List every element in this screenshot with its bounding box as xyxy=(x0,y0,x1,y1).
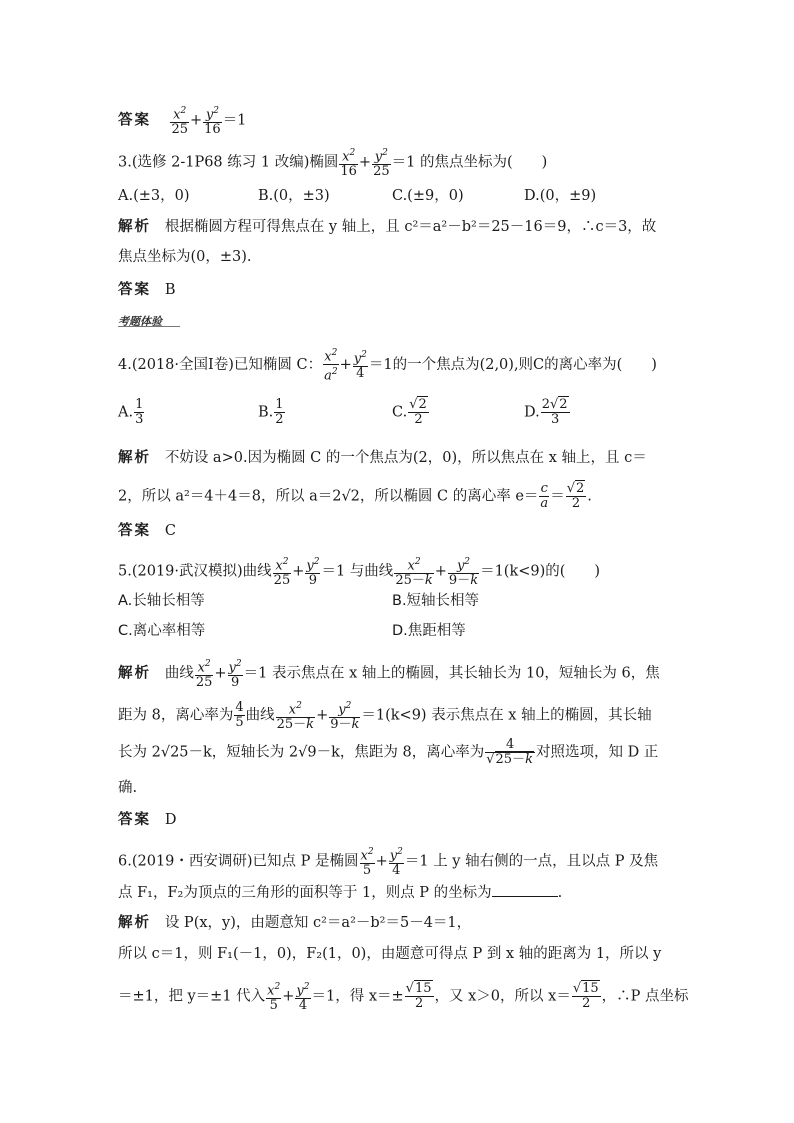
q5-option-a: A.长轴长相等 xyxy=(118,593,205,609)
fraction: $\frac{y^2}{25}$ xyxy=(373,148,390,180)
question-6-line1: 6.(2019・西安调研)已知点 P 是椭圆 $\frac{x^2}{5}$ + $\frac{y^2}{4}$ ＝1 上 y 轴右侧的一点，且以点 P 及焦 xyxy=(118,847,659,879)
q4-analysis-line1: 解析 不妨设 a>0.因为椭圆 C 的一个焦点为(2，0)，所以焦点在 x 轴上，且 c＝ xyxy=(118,450,647,466)
answer-label: 答案 xyxy=(118,282,151,298)
fraction: $\frac{y^2}{4}$ xyxy=(389,847,403,879)
analysis-label: 解析 xyxy=(118,219,151,235)
fraction: $\frac{x^2}{25}$ xyxy=(273,557,291,589)
analysis-label: 解析 xyxy=(118,450,151,466)
fraction: $\frac{y^2}{4}$ xyxy=(353,350,367,382)
fraction: $\frac{y^2}{9-k}$ xyxy=(330,701,360,733)
q5-answer: 答案 D xyxy=(118,812,177,828)
q3-option-a: A.(±3，0) xyxy=(118,188,190,204)
fraction: $\frac{x^2}{25}$ xyxy=(195,659,213,691)
fraction: $\frac{x^2}{25}$ xyxy=(171,106,188,138)
analysis-label: 解析 xyxy=(118,915,151,931)
fraction: $\frac{√15}{2}$ xyxy=(405,981,432,1012)
q5-analysis-line3: 长为 2√25－k，短轴长为 2√9－k，焦距为 8，离心率为 $\frac{4}{√25-k}$ 对照选项，知 D 正 xyxy=(118,737,659,767)
fraction: $\frac{√15}{2}$ xyxy=(572,981,599,1012)
fraction: $\frac{y^2}{9-k}$ xyxy=(448,557,479,589)
q4-option-c: C. $\frac{√2}{2}$ xyxy=(392,397,427,427)
fraction: $\frac{x^2}{5}$ xyxy=(267,982,281,1014)
answer-blank xyxy=(492,882,558,897)
question-4: 4.(2018·全国Ⅰ卷)已知椭圆 C： $\frac{x^2}{a^2}$ + $\frac{y^2}{4}$ ＝1的一个焦点为(2,0),则C的离心率为( ) xyxy=(118,348,657,384)
analysis-label: 解析 xyxy=(118,665,151,682)
q4-analysis-line2: 2，所以 a²＝4＋4＝8，所以 a＝2√2，所以椭圆 C 的离心率 e＝ $\frac{c}{a}$ ＝ $\frac{√2}{2}$ . xyxy=(118,481,592,511)
q3-option-c: C.(±9，0) xyxy=(392,188,464,204)
fraction: $\frac{y^2}{16}$ xyxy=(204,106,221,138)
fraction: $\frac{x^2}{25-k}$ xyxy=(395,557,433,589)
fraction: $\frac{4}{5}$ xyxy=(235,700,244,731)
q5-analysis-line2: 距为 8，离心率为 $\frac{4}{5}$ 曲线 $\frac{x^2}{25-k}$ + $\frac{y^2}{9-k}$ ＝1(k<9) 表示焦点在 x 轴上的椭圆，其长轴 xyxy=(118,700,652,733)
fraction: $\frac{y^2}{9}$ xyxy=(306,557,320,589)
fraction: $\frac{y^2}{9}$ xyxy=(228,659,242,691)
q4-option-a: A. $\frac{1}{3}$ xyxy=(118,397,144,427)
fraction: $\frac{x^2}{a^2}$ xyxy=(324,348,338,384)
q5-option-c: C.离心率相等 xyxy=(118,623,206,639)
q5-option-d: D.焦距相等 xyxy=(392,623,466,639)
fraction: $\frac{y^2}{4}$ xyxy=(296,982,310,1014)
fraction: $\frac{x^2}{5}$ xyxy=(360,847,374,879)
q3-analysis-line1: 解析 根据椭圆方程可得焦点在 y 轴上，且 c²＝a²－b²＝25－16＝9，∴c＝3，故 xyxy=(118,219,657,235)
q4-answer: 答案 C xyxy=(118,523,176,539)
exam-experience-tag: 考题体验 xyxy=(118,315,162,328)
fraction: $\frac{4}{√25-k}$ xyxy=(486,737,533,767)
q6-analysis-line1: 解析 设 P(x，y)，由题意知 c²＝a²－b²＝5－4＝1， xyxy=(118,915,472,931)
fraction: $\frac{c}{a}$ xyxy=(540,481,549,511)
question-3: 3.(选修 2-1P68 练习 1 改编)椭圆 $\frac{x^2}{16}$ + $\frac{y^2}{25}$ ＝1 的焦点坐标为( ) xyxy=(118,148,548,180)
q6-analysis-line2: 所以 c＝1，则 F₁(－1，0)，F₂(1，0)，由题意可得点 P 到 x 轴的距离为 1，所以 y xyxy=(118,946,662,962)
q5-analysis-line1: 解析 曲线 $\frac{x^2}{25}$ + $\frac{y^2}{9}$ ＝1 表示焦点在 x 轴上的椭圆，其长轴长为 10，短轴长为 6，焦 xyxy=(118,659,660,691)
answer-label: 答案 xyxy=(118,523,151,539)
q6-analysis-line3: ＝±1，把 y＝±1 代入 $\frac{x^2}{5}$ + $\frac{y^2}{4}$ ＝1，得 x＝± $\frac{√15}{2}$ ，又 x＞0，所以 x＝ $\frac{√15}{2}$ ，∴P 点坐标 xyxy=(118,981,689,1014)
q3-answer: 答案 B xyxy=(118,282,176,298)
fraction: $\frac{x^2}{25-k}$ xyxy=(276,701,315,733)
q4-option-d: D. $\frac{2√2}{3}$ xyxy=(524,397,568,427)
fraction: $\frac{√2}{2}$ xyxy=(566,481,585,511)
question-6-line2: 点 F₁，F₂为顶点的三角形的面积等于 1，则点 P 的坐标为 . xyxy=(118,882,682,904)
q5-option-b: B.短轴长相等 xyxy=(392,593,480,609)
q4-option-b: B. $\frac{1}{2}$ xyxy=(258,397,284,427)
q3-option-d: D.(0，±9) xyxy=(524,188,597,204)
answer-line-prev: 答案 $\frac{x^2}{25}$ + $\frac{y^2}{16}$ ＝1 xyxy=(118,106,247,138)
question-5: 5.(2019·武汉模拟)曲线 $\frac{x^2}{25}$ + $\frac{y^2}{9}$ ＝1 与曲线 $\frac{x^2}{25-k}$ + $\frac{y^2}{9-k}$ ＝1(k<9)的( ) xyxy=(118,557,601,589)
tag-underline xyxy=(118,324,180,327)
fraction: $\frac{x^2}{16}$ xyxy=(340,148,357,180)
q3-analysis-line2: 焦点坐标为(0，±3). xyxy=(118,249,252,265)
answer-label: 答案 xyxy=(118,112,151,129)
answer-label: 答案 xyxy=(118,812,151,828)
q5-analysis-line4: 确. xyxy=(118,780,138,796)
q3-option-b: B.(0，±3) xyxy=(258,188,330,204)
